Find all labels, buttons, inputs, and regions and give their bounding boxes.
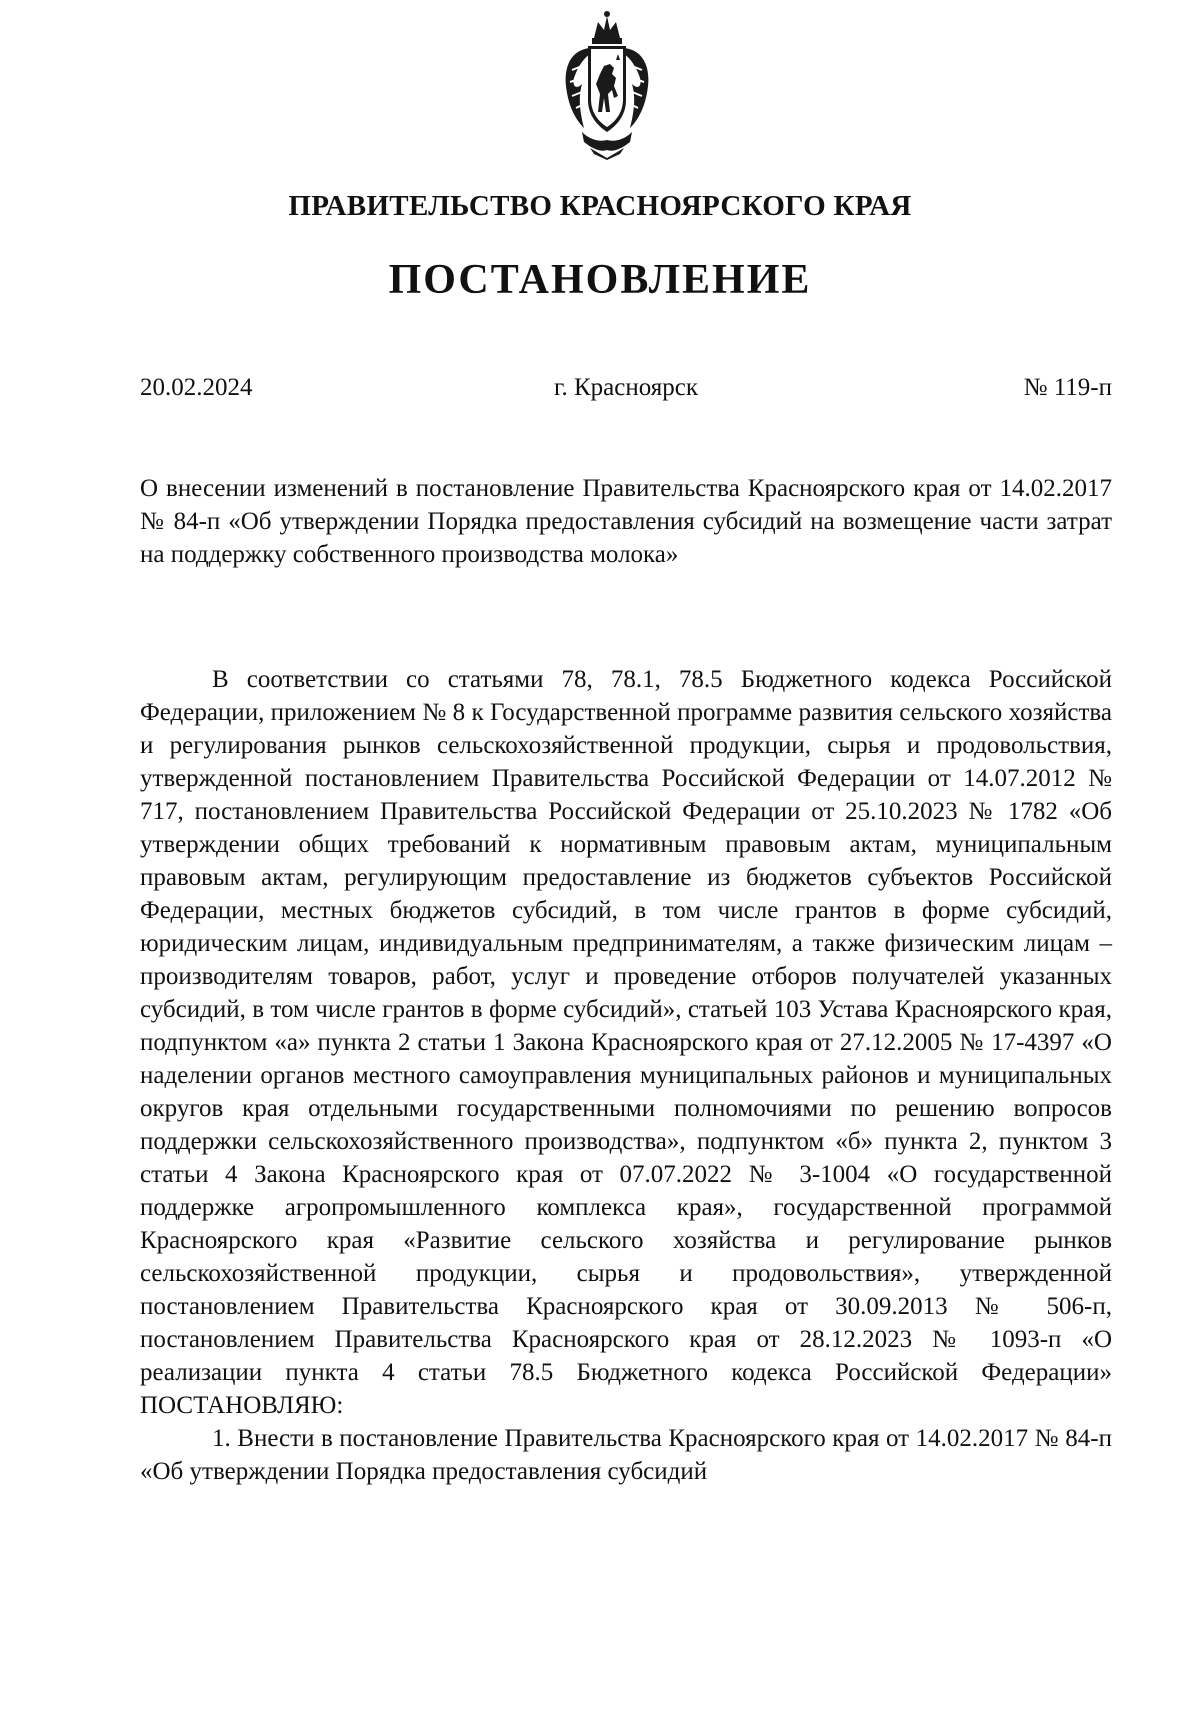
document-body	[140, 663, 1112, 1488]
coat-of-arms-emblem-icon	[560, 8, 654, 160]
body-paragraph-item-1: 1. Внести в постановление Правительства Красноярского края от 14.02.2017 № 84-п «Об утверждении Порядка предоставления субсидий	[140, 1425, 1112, 1485]
document-city: г. Красноярск	[554, 374, 698, 401]
document-subject: О внесении изменений в постановление Правительства Красноярского края от 14.02.2017 № 84-п «Об утверждении Порядка предоставления субсидий на возмещение части затрат на поддержку собственного производства молока»	[140, 475, 1112, 568]
document-type-title: ПОСТАНОВЛЕНИЕ	[388, 257, 812, 303]
document-date: 20.02.2024	[140, 374, 253, 401]
document-meta-row	[140, 374, 1112, 414]
document-number: № 119-п	[1023, 374, 1112, 401]
government-title: ПРАВИТЕЛЬСТВО КРАСНОЯРСКОГО КРАЯ	[288, 190, 912, 222]
body-paragraph-preamble: В соответствии со статьями 78, 78.1, 78.5 Бюджетного кодекса Российской Федерации, приложением № 8 к Государственной программе развития сельского хозяйства и регулирования рынков сельскохозяйственной продукции, сырья и продовольствия, утвержденной постановлением Правительства Российской Федерации от 14.07.2012 № 717, постановлением Правительства Российской Федерации от 25.10.2023 № 1782 «Об утверждении общих требований к нормативным правовым актам, муниципальным правовым актам, регулирующим предоставление из бюджетов субъектов Российской Федерации, местных бюджетов субсидий, в том числе грантов в форме субсидий, юридическим лицам, индивидуальным предпринимателям, а также физическим лицам – производителям товаров, работ, услуг и проведение отборов получателей указанных субсидий, в том числе грантов в форме субсидий», статьей 103 Устава Красноярского края, подпунктом «а» пункта 2 статьи 1 Закона Красноярского края от 27.12.2005 № 17-4397 «О наделении органов местного самоуправления муниципальных районов и муниципальных округов края отдельными государственными полномочиями по решению вопросов поддержки сельскохозяйственного производства», подпунктом «б» пункта 2, пунктом 3 статьи 4 Закона Красноярского края от 07.07.2022 № 3-1004 «О государственной поддержке агропромышленного комплекса края», государственной программой Красноярского края «Развитие сельского хозяйства и регулирование рынков сельскохозяйственной продукции, сырья и продовольствия», утвержденной постановлением Правительства Красноярского края от 30.09.2013 № 506-п, постановлением Правительства Красноярского края от 28.12.2023 № 1093-п «О реализации пункта 4 статьи 78.5 Бюджетного кодекса Российской Федерации» ПОСТАНОВЛЯЮ:	[140, 666, 1112, 1419]
